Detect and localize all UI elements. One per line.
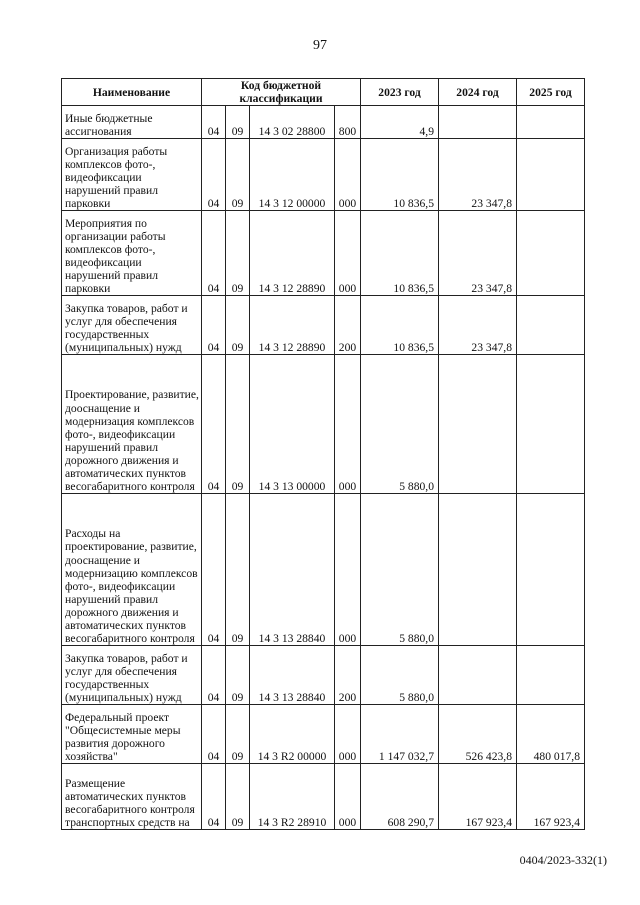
header-code: Код бюджетной классификации xyxy=(202,79,361,106)
table-row xyxy=(62,494,585,646)
cell-code-expense-type: 000 xyxy=(335,211,361,296)
cell-code-target: 14 3 13 00000 xyxy=(250,355,335,494)
table-header-row xyxy=(62,79,585,106)
header-2023: 2023 год xyxy=(361,79,439,106)
cell-code-target: 14 3 12 28890 xyxy=(250,211,335,296)
table-row xyxy=(62,646,585,705)
table-row xyxy=(62,211,585,296)
cell-2023: 4,9 xyxy=(361,106,439,139)
cell-code-section: 04 xyxy=(202,139,226,211)
cell-2024: 23 347,8 xyxy=(439,211,517,296)
cell-code-subsection: 09 xyxy=(226,355,250,494)
cell-2024: 526 423,8 xyxy=(439,705,517,764)
cell-name: Федеральный проект "Общесистемные меры развития дорожного хозяйства" xyxy=(62,705,202,764)
cell-code-expense-type: 200 xyxy=(335,646,361,705)
cell-code-subsection: 09 xyxy=(226,646,250,705)
cell-2023: 1 147 032,7 xyxy=(361,705,439,764)
cell-code-subsection: 09 xyxy=(226,211,250,296)
cell-code-subsection: 09 xyxy=(226,296,250,355)
cell-2025 xyxy=(517,106,585,139)
cell-code-subsection: 09 xyxy=(226,494,250,646)
cell-name: Закупка товаров, работ и услуг для обеспечения государственных (муниципальных) нужд xyxy=(62,646,202,705)
cell-code-expense-type: 000 xyxy=(335,139,361,211)
cell-2023: 5 880,0 xyxy=(361,355,439,494)
cell-code-expense-type: 000 xyxy=(335,494,361,646)
cell-2024 xyxy=(439,494,517,646)
cell-code-section: 04 xyxy=(202,705,226,764)
cell-code-section: 04 xyxy=(202,764,226,830)
page-number: 97 xyxy=(313,38,327,53)
cell-code-expense-type: 200 xyxy=(335,296,361,355)
cell-code-target: 14 3 R2 00000 xyxy=(250,705,335,764)
cell-name: Расходы на проектирование, развитие, дооснащение и модернизацию комплексов фото-, видеофиксации нарушений правил дорожного движения и автоматических пунктов весогабаритного контроля xyxy=(62,494,202,646)
cell-code-section: 04 xyxy=(202,211,226,296)
cell-code-subsection: 09 xyxy=(226,705,250,764)
header-2024: 2024 год xyxy=(439,79,517,106)
cell-code-expense-type: 800 xyxy=(335,106,361,139)
cell-code-expense-type: 000 xyxy=(335,355,361,494)
cell-2023: 10 836,5 xyxy=(361,211,439,296)
table-row xyxy=(62,296,585,355)
cell-code-section: 04 xyxy=(202,296,226,355)
cell-2025 xyxy=(517,211,585,296)
cell-code-subsection: 09 xyxy=(226,139,250,211)
table-row xyxy=(62,139,585,211)
cell-2023: 608 290,7 xyxy=(361,764,439,830)
cell-2024: 23 347,8 xyxy=(439,139,517,211)
cell-code-section: 04 xyxy=(202,494,226,646)
cell-2024: 167 923,4 xyxy=(439,764,517,830)
cell-2023: 5 880,0 xyxy=(361,494,439,646)
header-2025: 2025 год xyxy=(517,79,585,106)
cell-code-target: 14 3 12 28890 xyxy=(250,296,335,355)
cell-2025: 480 017,8 xyxy=(517,705,585,764)
cell-2024 xyxy=(439,106,517,139)
cell-2025 xyxy=(517,494,585,646)
document-code: 0404/2023-332(1) xyxy=(519,853,607,867)
table-row xyxy=(62,355,585,494)
cell-2023: 10 836,5 xyxy=(361,296,439,355)
cell-2024: 23 347,8 xyxy=(439,296,517,355)
cell-name: Проектирование, развитие, дооснащение и модернизация комплексов фото-, видеофиксации нарушений правил дорожного движения и автоматических пунктов весогабаритного контроля xyxy=(62,355,202,494)
cell-code-section: 04 xyxy=(202,106,226,139)
cell-2023: 10 836,5 xyxy=(361,139,439,211)
table-body xyxy=(62,106,585,830)
cell-name: Закупка товаров, работ и услуг для обеспечения государственных (муниципальных) нужд xyxy=(62,296,202,355)
table-row xyxy=(62,705,585,764)
cell-code-expense-type: 000 xyxy=(335,705,361,764)
cell-code-target: 14 3 13 28840 xyxy=(250,494,335,646)
table-row xyxy=(62,764,585,830)
cell-2023: 5 880,0 xyxy=(361,646,439,705)
header-name: Наименование xyxy=(62,79,202,106)
cell-code-subsection: 09 xyxy=(226,106,250,139)
cell-code-target: 14 3 R2 28910 xyxy=(250,764,335,830)
cell-code-subsection: 09 xyxy=(226,764,250,830)
cell-code-target: 14 3 02 28800 xyxy=(250,106,335,139)
cell-name: Размещение автоматических пунктов весогабаритного контроля транспортных средств на xyxy=(62,764,202,830)
cell-2024 xyxy=(439,355,517,494)
cell-name: Организация работы комплексов фото-, видеофиксации нарушений правил парковки xyxy=(62,139,202,211)
cell-2025 xyxy=(517,139,585,211)
cell-2024 xyxy=(439,646,517,705)
cell-2025 xyxy=(517,646,585,705)
cell-name: Иные бюджетные ассигнования xyxy=(62,106,202,139)
cell-2025 xyxy=(517,355,585,494)
table-row xyxy=(62,106,585,139)
cell-code-target: 14 3 12 00000 xyxy=(250,139,335,211)
cell-code-section: 04 xyxy=(202,646,226,705)
cell-code-target: 14 3 13 28840 xyxy=(250,646,335,705)
budget-table xyxy=(61,78,585,830)
cell-name: Мероприятия по организации работы комплексов фото-, видеофиксации нарушений правил парковки xyxy=(62,211,202,296)
cell-2025: 167 923,4 xyxy=(517,764,585,830)
cell-code-expense-type: 000 xyxy=(335,764,361,830)
cell-2025 xyxy=(517,296,585,355)
cell-code-section: 04 xyxy=(202,355,226,494)
